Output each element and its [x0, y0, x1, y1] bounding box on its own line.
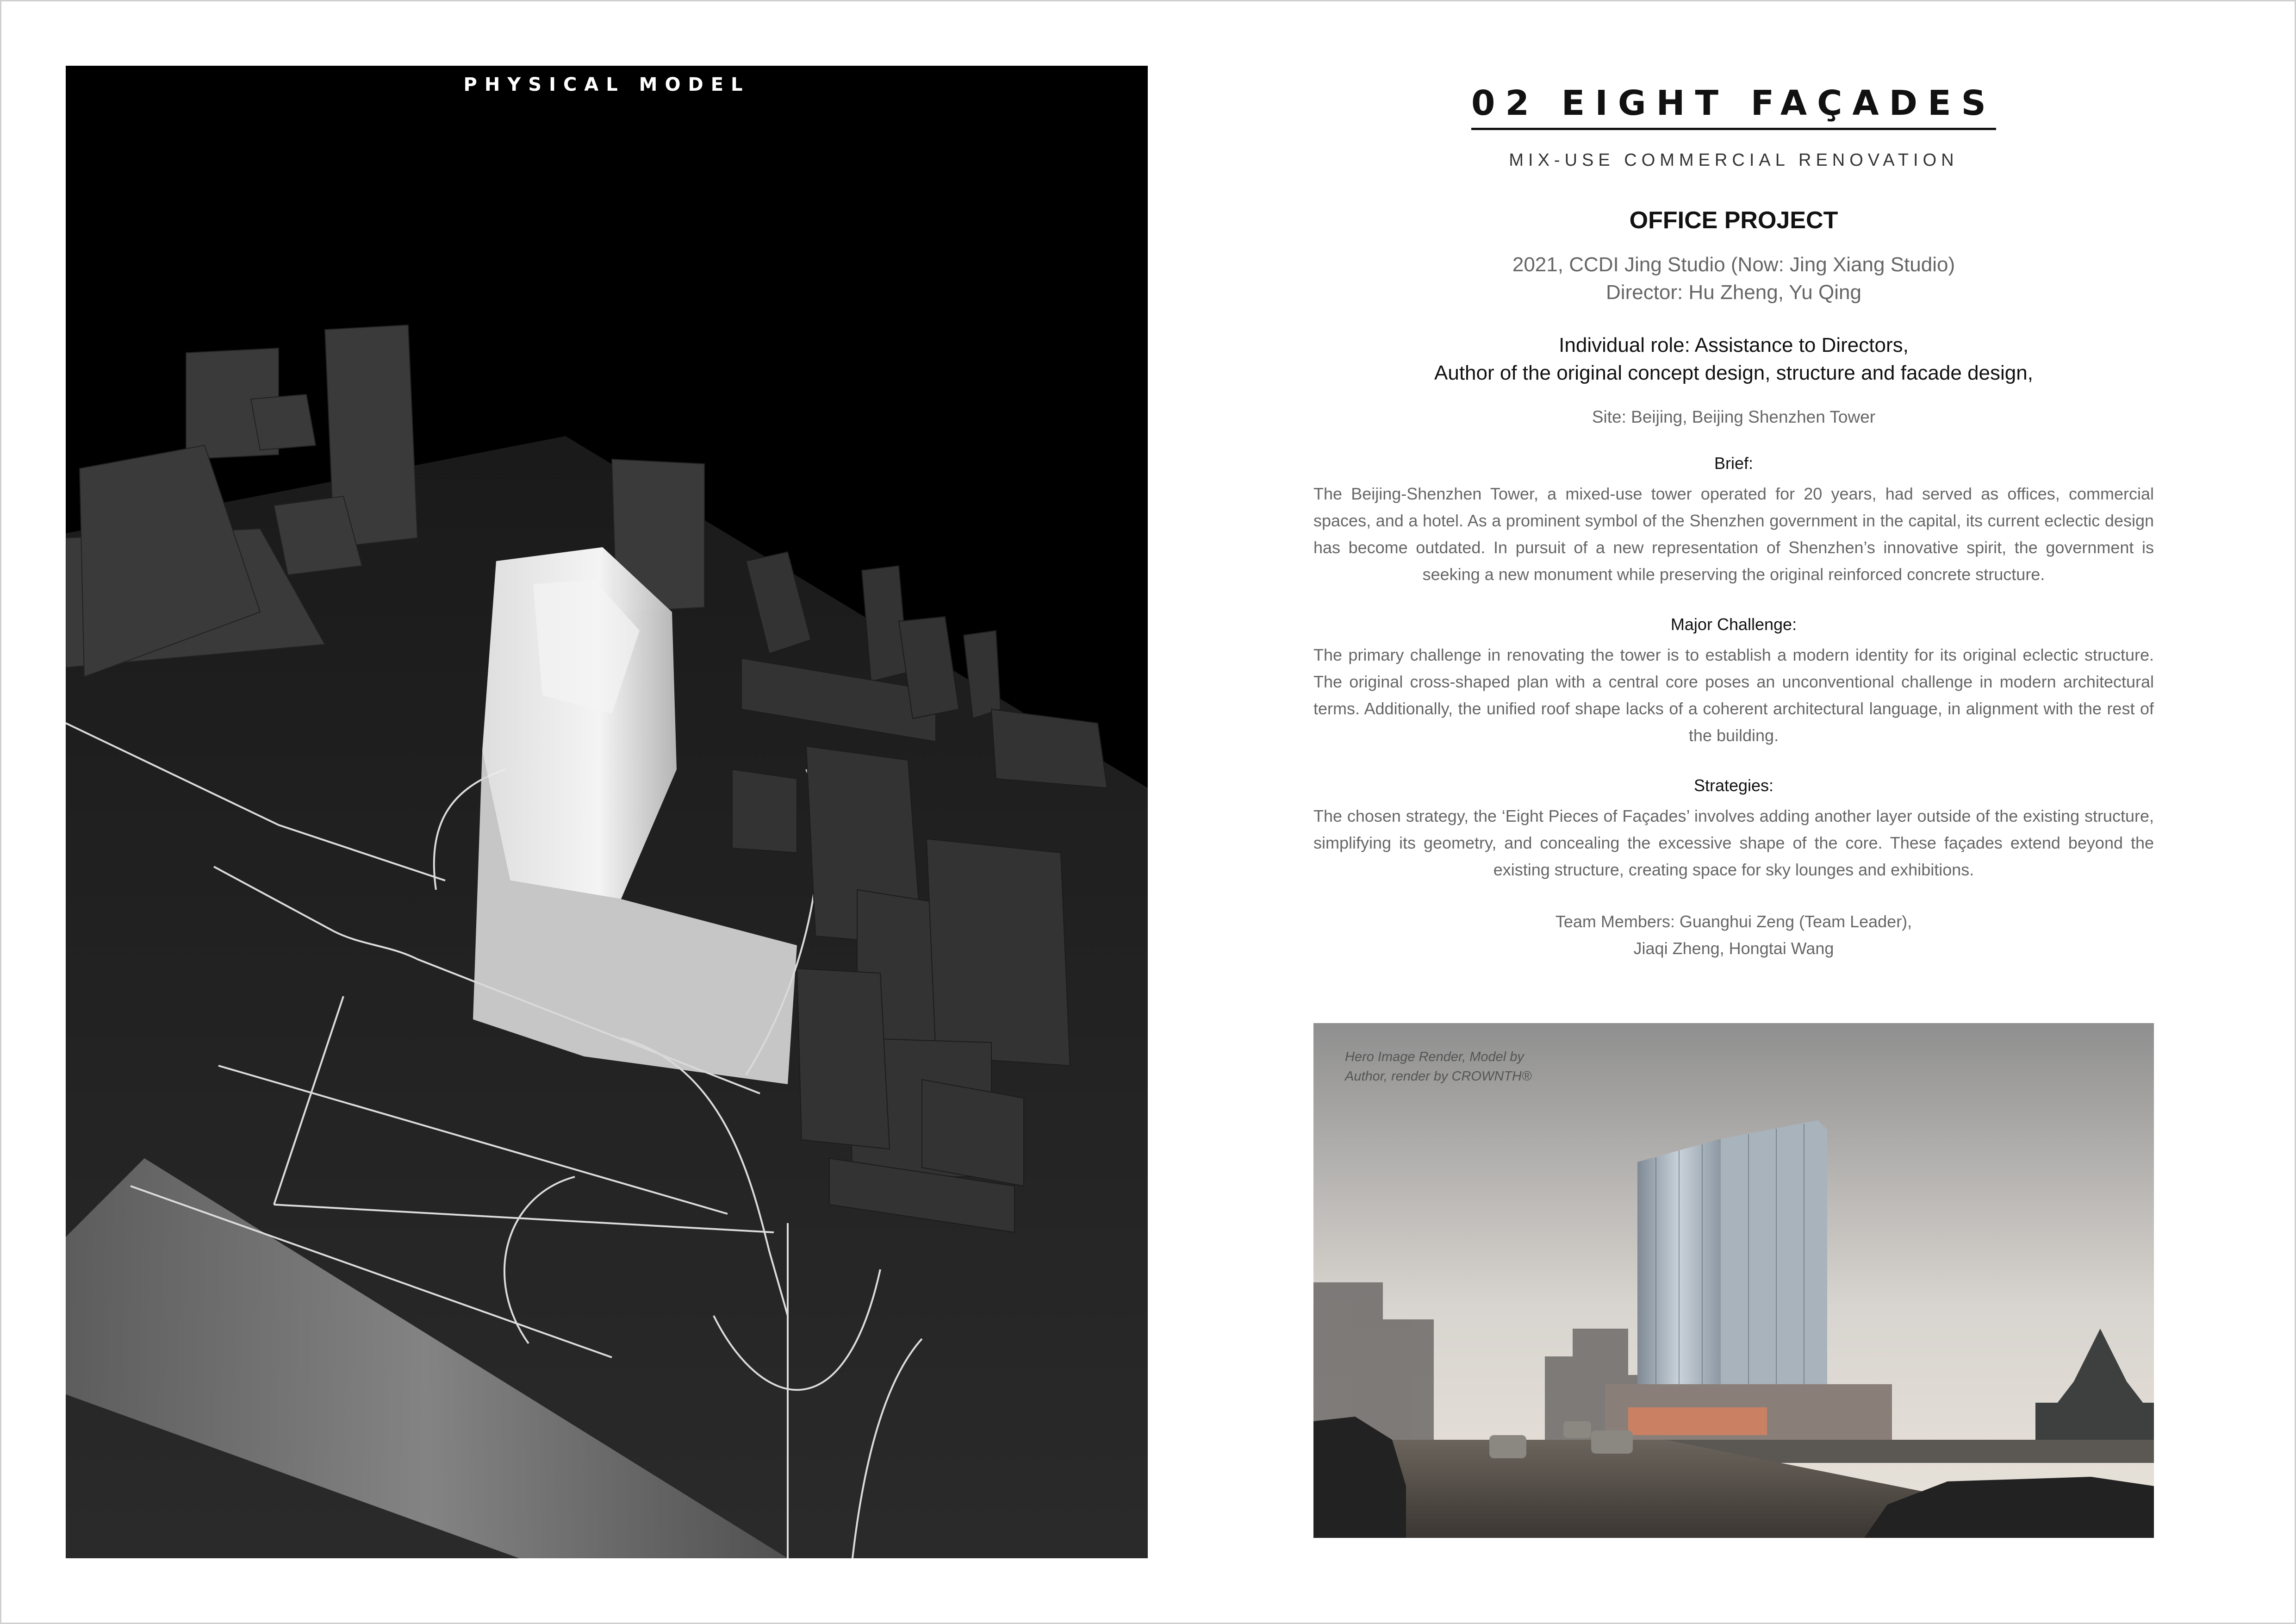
- brief-body: The Beijing-Shenzhen Tower, a mixed-use tower operated for 20 years, had served as offices, commercial spaces, and a hotel. As a prominent symbol of the Shenzhen government in the capital, its current eclectic design has become outdated. In pursuit of a new representation of Shenzhen’s innovative spirit, the government is seeking a new monument while preserving the original reinforced concrete structure.: [1313, 484, 2154, 584]
- project-subtitle: MIX-USE COMMERCIAL RENOVATION: [1509, 150, 1959, 170]
- project-title: 02 EIGHT FAÇADES: [1471, 83, 1996, 130]
- project-credits: [1313, 251, 2154, 306]
- physical-model-photo: [66, 66, 1148, 1558]
- team-members: [1313, 908, 2154, 962]
- render-caption-line-1: Hero Image Render, Model by: [1345, 1049, 1524, 1064]
- render-caption: [1345, 1047, 1531, 1086]
- individual-role: [1313, 331, 2154, 387]
- office-project-heading: OFFICE PROJECT: [1629, 207, 1838, 234]
- strategies-heading: Strategies:: [1693, 776, 1774, 795]
- team-line-2: Jiaqi Zheng, Hongtai Wang: [1633, 939, 1834, 958]
- hero-render-image: [1313, 1023, 2154, 1538]
- challenge-body: The primary challenge in renovating the tower is to establish a modern identity for its original eclectic structure. The original cross-shaped plan with a central core poses an unconventional challenge in modern architectural terms. Additionally, the unified roof shape lacks of a coherent architectural language, in alignment with the rest of the building.: [1313, 645, 2154, 745]
- physical-model-illustration: [66, 66, 1148, 1558]
- brief-heading: Brief:: [1714, 454, 1754, 473]
- role-line-1: Individual role: Assistance to Directors,: [1559, 334, 1909, 356]
- project-text-column: [1313, 69, 2154, 962]
- project-site: Site: Beijing, Beijing Shenzhen Tower: [1592, 407, 1876, 426]
- strategies-body: The chosen strategy, the ‘Eight Pieces of Façades’ involves adding another layer outside of the existing structure, simplifying its geometry, and concealing the excessive shape of the core. These façades extend beyond the existing structure, creating space for sky lounges and exhibitions.: [1313, 806, 2154, 879]
- render-caption-line-2: Author, render by CROWNTH®: [1345, 1069, 1532, 1084]
- physical-model-caption: PHYSICAL MODEL: [463, 74, 750, 95]
- credits-directors: Director: Hu Zheng, Yu Qing: [1606, 281, 1861, 304]
- team-line-1: Team Members: Guanghui Zeng (Team Leader),: [1555, 912, 1912, 931]
- hero-render-illustration: [1313, 1023, 2154, 1538]
- credits-studio: 2021, CCDI Jing Studio (Now: Jing Xiang Studio): [1512, 253, 1955, 276]
- challenge-heading: Major Challenge:: [1670, 615, 1797, 634]
- role-line-2: Author of the original concept design, structure and facade design,: [1434, 362, 2033, 384]
